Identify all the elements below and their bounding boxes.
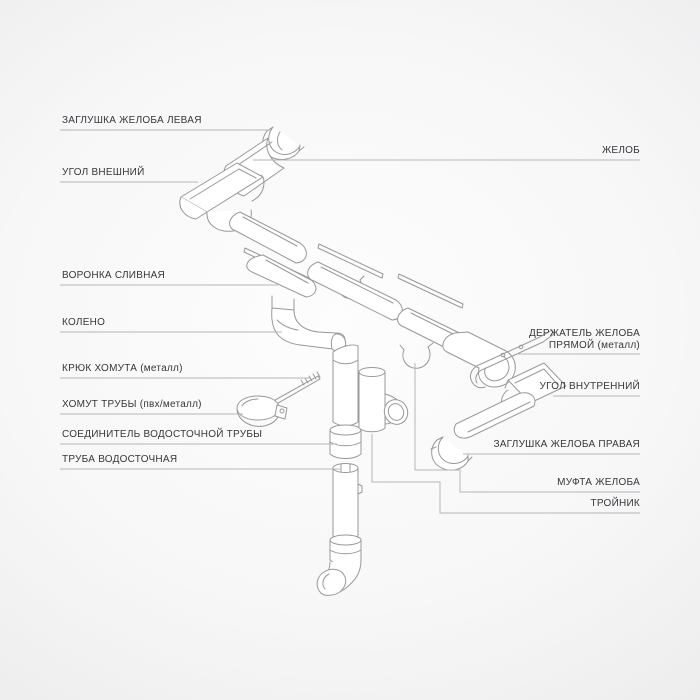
label-downpipe: ТРУБА ВОДОСТОЧНАЯ <box>62 454 178 465</box>
label-pipe-clamp: ХОМУТ ТРУБЫ (пвх/металл) <box>62 399 202 410</box>
part-downpipe-sleeve <box>330 535 361 565</box>
label-drain-funnel: ВОРОНКА СЛИВНАЯ <box>62 270 166 281</box>
label-tee: ТРОЙНИК <box>590 498 640 509</box>
label-gutter-holder-line2: ПРЯМОЙ (металл) <box>548 340 640 351</box>
label-gutter-holder-line1: ДЕРЖАТЕЛЬ ЖЕЛОБА <box>528 328 640 339</box>
label-downpipe-connector: СОЕДИНИТЕЛЬ ВОДОСТОЧНОЙ ТРУБЫ <box>62 429 263 440</box>
label-gutter: ЖЕЛОБ <box>601 145 640 156</box>
label-gutter-end-cap-right: ЗАГЛУШКА ЖЕЛОБА ПРАВАЯ <box>493 439 640 450</box>
label-elbow: КОЛЕНО <box>62 317 106 328</box>
label-clamp-hook: КРЮК ХОМУТА (металл) <box>62 363 183 374</box>
part-gutter-section-3 <box>308 262 403 320</box>
part-elbow <box>272 308 346 351</box>
label-inner-corner: УГОЛ ВНУТРЕННИЙ <box>539 381 640 392</box>
part-downpipe-connector <box>330 425 361 459</box>
part-downpipe-long <box>333 464 362 540</box>
part-pipe-clamp <box>237 396 287 426</box>
part-gutter-coupling <box>400 343 433 368</box>
part-gutter-section-2 <box>230 212 307 263</box>
part-tee <box>359 368 412 432</box>
label-gutter-end-cap-left: ЗАГЛУШКА ЖЕЛОБА ЛЕВАЯ <box>62 115 202 126</box>
part-outlet-elbow <box>317 560 361 595</box>
part-gutter-section-lower <box>454 393 535 438</box>
label-gutter-holder <box>529 328 640 352</box>
part-drain-funnel <box>247 255 316 312</box>
label-outer-corner: УГОЛ ВНЕШНИЙ <box>62 167 145 178</box>
label-gutter-coupling: МУФТА ЖЕЛОБА <box>557 477 640 488</box>
part-downpipe-upper <box>333 345 358 426</box>
